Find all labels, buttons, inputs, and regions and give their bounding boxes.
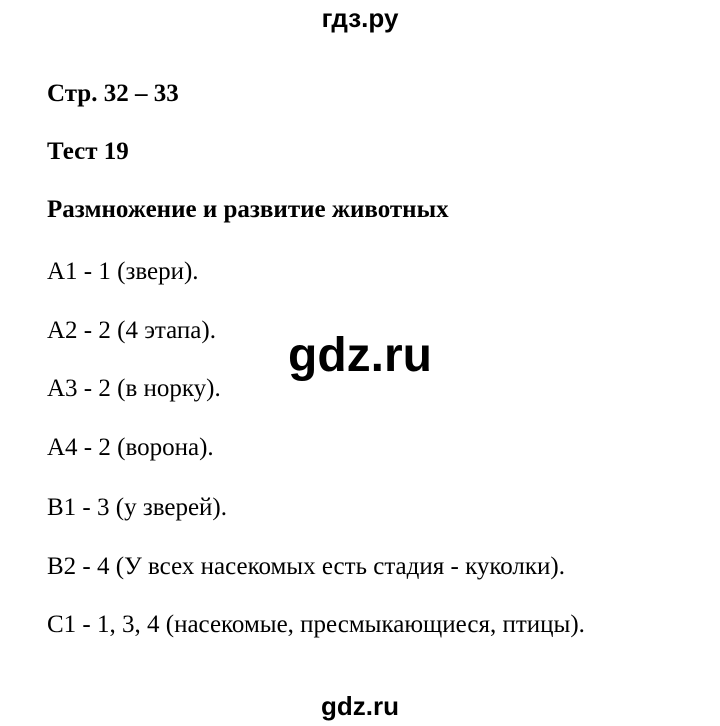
answer-b1: В1 - 3 (у зверей). (47, 494, 228, 521)
page-range-heading: Стр. 32 – 33 (47, 80, 179, 107)
answer-a3: А3 - 2 (в норку). (47, 375, 221, 402)
answer-b2: В2 - 4 (У всех насекомых есть стадия - куколки). (47, 553, 565, 580)
answer-c1: С1 - 1, 3, 4 (насекомые, пресмыкающиеся, птицы). (47, 611, 585, 638)
answer-a1: А1 - 1 (звери). (47, 258, 199, 285)
footer-site-label: gdz.ru (321, 691, 399, 721)
topic-heading: Размножение и развитие животных (47, 196, 449, 223)
answer-a4: А4 - 2 (ворона). (47, 434, 214, 461)
answer-a2: А2 - 2 (4 этапа). (47, 317, 216, 344)
center-watermark: gdz.ru (288, 329, 432, 382)
test-title: Тест 19 (47, 138, 129, 165)
header-site-label: гдз.ру (321, 3, 399, 33)
